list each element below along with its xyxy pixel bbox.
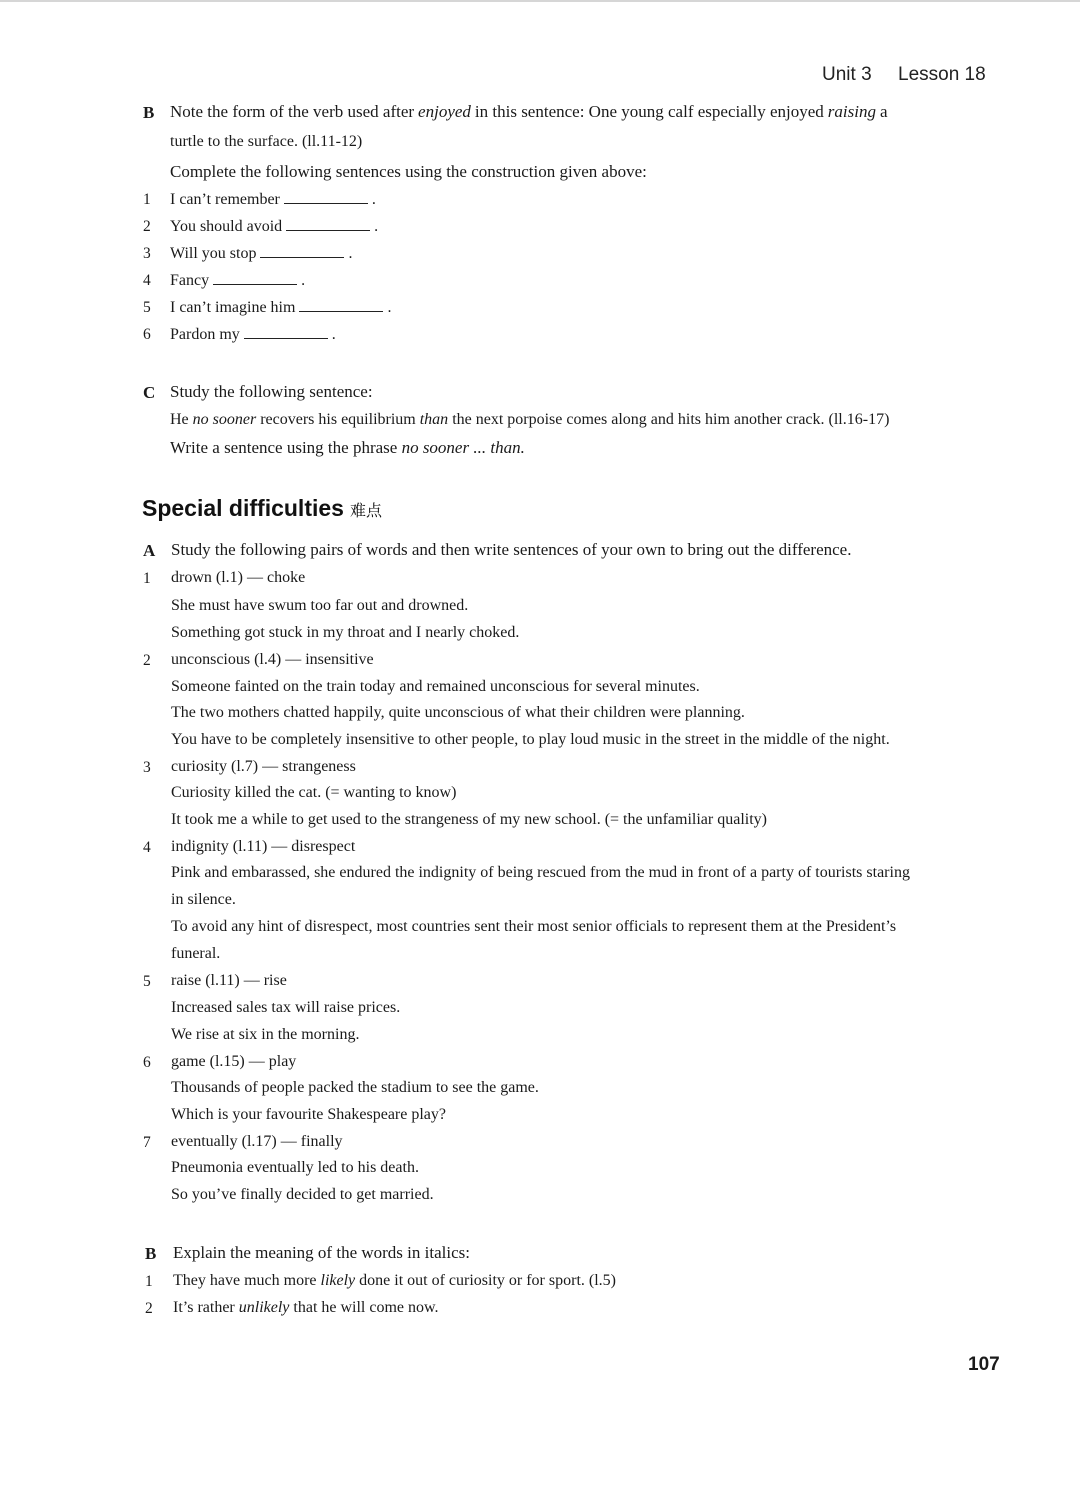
explain-item [173, 1299, 439, 1317]
section-title: Special difficulties [142, 495, 344, 521]
fill-in-item [170, 244, 352, 263]
fill-in-item [170, 190, 376, 209]
intro-text: a [879, 102, 888, 121]
explain-item [173, 1272, 616, 1290]
example-sentence: You have to be completely insensitive to other people, to play loud music in the street in the middle of the night. [171, 731, 890, 748]
fill-in-item [170, 298, 391, 317]
item-number: 6 [143, 1054, 151, 1071]
period: . [387, 299, 392, 316]
example-sentence: in silence. [171, 891, 236, 908]
answer-blank [284, 190, 368, 204]
item-number: 1 [143, 570, 151, 587]
intro-text: Note the form of the verb used after [170, 102, 415, 121]
word-pair: eventually (l.17) — finally [171, 1133, 343, 1150]
unit-label: Unit 3 [822, 64, 872, 85]
sentence-text: the next porpoise comes along and hits him another crack. (ll.16-17) [452, 411, 890, 428]
fill-in-item [170, 271, 305, 290]
exercise-c-instruction: Study the following sentence: [170, 382, 373, 401]
item-number: 1 [143, 191, 151, 208]
item-text: I can’t imagine him [170, 299, 296, 316]
period: . [301, 272, 306, 289]
word-pair: game (l.15) — play [171, 1053, 297, 1070]
item-text: They have much more [173, 1272, 317, 1289]
item-number: 5 [143, 299, 151, 316]
item-number: 6 [143, 326, 151, 343]
special-b-instruction: Explain the meaning of the words in italics: [173, 1243, 470, 1262]
item-number: 4 [143, 272, 151, 289]
task-text: Write a sentence using the phrase [170, 438, 398, 457]
item-text: Pardon my [170, 326, 240, 343]
answer-blank [299, 298, 383, 312]
word-pair: unconscious (l.4) — insensitive [171, 651, 374, 668]
example-sentence: We rise at six in the morning. [171, 1026, 360, 1043]
word-pair: raise (l.11) — rise [171, 972, 287, 989]
example-sentence: Pink and embarassed, she endured the indignity of being rescued from the mud in front of a party of tourists staring [171, 864, 910, 881]
item-number: 3 [143, 759, 151, 776]
fill-in-item [170, 325, 336, 344]
item-italic: likely [320, 1272, 356, 1289]
item-number: 2 [145, 1300, 153, 1317]
item-text: You should avoid [170, 218, 283, 235]
item-number: 1 [145, 1273, 153, 1290]
period: . [331, 326, 336, 343]
item-number: 2 [143, 218, 151, 235]
example-sentence: Someone fainted on the train today and remained unconscious for several minutes. [171, 678, 700, 695]
item-text: I can’t remember [170, 191, 280, 208]
example-sentence: The two mothers chatted happily, quite unconscious of what their children were planning. [171, 704, 745, 721]
example-sentence: Which is your favourite Shakespeare play? [171, 1106, 447, 1123]
example-sentence: It took me a while to get used to the strangeness of my new school. (= the unfamiliar quality) [171, 811, 767, 828]
special-b-letter: B [145, 1244, 157, 1263]
example-sentence: Increased sales tax will raise prices. [171, 999, 401, 1016]
section-title-chinese: 难点 [349, 501, 382, 520]
top-border [0, 0, 1080, 2]
sentence-italic: than [419, 411, 449, 428]
fill-in-item [170, 217, 378, 236]
exercise-c-sentence [170, 411, 889, 429]
item-number: 2 [143, 652, 151, 669]
period: . [371, 191, 376, 208]
section-heading [142, 495, 382, 522]
exercise-b-intro-line2: turtle to the surface. (ll.11-12) [170, 133, 363, 150]
intro-italic-word: enjoyed [418, 102, 471, 121]
item-text: It’s rather [173, 1299, 235, 1316]
exercise-c-letter: C [143, 383, 156, 402]
sentence-italic: no sooner [192, 411, 257, 428]
word-pair: indignity (l.11) — disrespect [171, 838, 356, 855]
period: . [374, 218, 379, 235]
intro-text: in this sentence: One young calf especially enjoyed [474, 102, 824, 121]
example-sentence: Pneumonia eventually led to his death. [171, 1159, 419, 1176]
task-italic: no sooner ... than. [401, 438, 525, 457]
answer-blank [260, 244, 344, 258]
intro-italic-word: raising [827, 102, 876, 121]
special-a-instruction: Study the following pairs of words and then write sentences of your own to bring out the difference. [171, 540, 852, 559]
item-number: 4 [143, 839, 151, 856]
example-sentence: Curiosity killed the cat. (= wanting to know) [171, 784, 457, 801]
item-number: 3 [143, 245, 151, 262]
answer-blank [244, 325, 328, 339]
page-number: 107 [968, 1354, 1000, 1375]
answer-blank [286, 217, 370, 231]
item-number: 5 [143, 973, 151, 990]
example-sentence: Something got stuck in my throat and I nearly choked. [171, 624, 520, 641]
exercise-b-letter: B [143, 103, 155, 122]
item-text: that he will come now. [293, 1299, 439, 1316]
exercise-c-task [170, 438, 525, 458]
exercise-b-intro [170, 102, 888, 122]
item-text: Fancy [170, 272, 210, 289]
example-sentence: To avoid any hint of disrespect, most countries sent their most senior officials to represent them at the President’s [171, 918, 897, 935]
sentence-text: He [170, 411, 189, 428]
sentence-text: recovers his equilibrium [260, 411, 416, 428]
word-pair: curiosity (l.7) — strangeness [171, 758, 356, 775]
example-sentence: Thousands of people packed the stadium to see the game. [171, 1079, 539, 1096]
item-italic: unlikely [238, 1299, 290, 1316]
item-text: done it out of curiosity or for sport. (l.5) [359, 1272, 616, 1289]
item-text: Will you stop [170, 245, 257, 262]
example-sentence: She must have swum too far out and drowned. [171, 597, 469, 614]
answer-blank [213, 271, 297, 285]
example-sentence: funeral. [171, 945, 221, 962]
exercise-b-instruction: Complete the following sentences using the construction given above: [170, 162, 647, 181]
special-a-letter: A [143, 541, 156, 560]
word-pair: drown (l.1) — choke [171, 569, 306, 586]
period: . [348, 245, 353, 262]
lesson-label: Lesson 18 [898, 64, 986, 85]
item-number: 7 [143, 1134, 151, 1151]
example-sentence: So you’ve finally decided to get married. [171, 1186, 434, 1203]
